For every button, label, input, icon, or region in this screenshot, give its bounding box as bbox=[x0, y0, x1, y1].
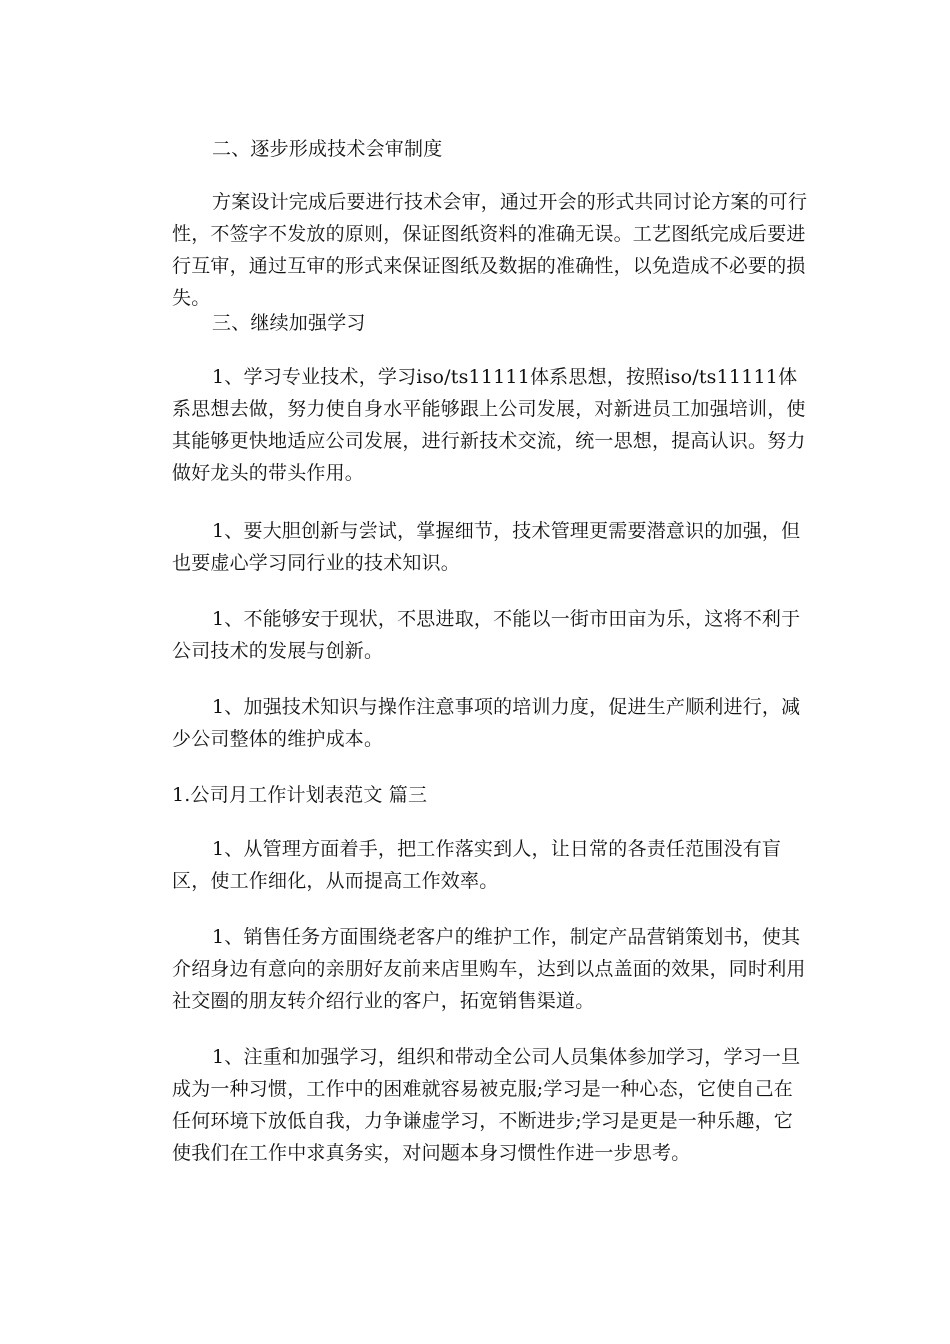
learning-item-1: 1、学习专业技术，学习iso/ts11111体系思想，按照iso/ts11111体系思想去做，努力使自身水平能够跟上公司发展，对新进员工加强培训，使其能够更快地适应公司发展，进行新技术交流，统一思想，提高认识。努力做好龙头的带头作用。 bbox=[172, 366, 806, 484]
plan-item-1: 1、从管理方面着手，把工作落实到人，让日常的各责任范围没有盲区，使工作细化，从而提高工作效率。 bbox=[172, 838, 782, 892]
section-three-heading: 三、继续加强学习 bbox=[212, 312, 366, 334]
learning-item-2: 1、要大胆创新与尝试，掌握细节，技术管理更需要潜意识的加强，但也要虚心学习同行业的技术知识。 bbox=[172, 520, 801, 574]
part-three-heading: 1.公司月工作计划表范文 篇三 bbox=[172, 784, 428, 806]
plan-item-3: 1、注重和加强学习，组织和带动全公司人员集体参加学习，学习一旦成为一种习惯，工作中的困难就容易被克服;学习是一种心态，它使自己在任何环境下放低自我，力争谦虚学习，不断进步;学习是更是一种乐趣，它使我们在工作中求真务实，对问题本身习惯性作进一步思考。 bbox=[172, 1046, 801, 1164]
plan-item-2: 1、销售任务方面围绕老客户的维护工作，制定产品营销策划书，使其介绍身边有意向的亲朋好友前来店里购车，达到以点盖面的效果，同时利用社交圈的朋友转介绍行业的客户，拓宽销售渠道。 bbox=[172, 926, 806, 1012]
section-two-paragraph: 方案设计完成后要进行技术会审，通过开会的形式共同讨论方案的可行性，不签字不发放的原则，保证图纸资料的准确无误。工艺图纸完成后要进行互审，通过互审的形式来保证图纸及数据的准确性，以免造成不必要的损失。 bbox=[172, 191, 808, 309]
learning-item-3: 1、不能够安于现状，不思进取，不能以一街市田亩为乐，这将不利于公司技术的发展与创新。 bbox=[172, 608, 801, 662]
section-two-heading: 二、逐步形成技术会审制度 bbox=[212, 138, 443, 160]
learning-item-4: 1、加强技术知识与操作注意事项的培训力度，促进生产顺利进行，减少公司整体的维护成本。 bbox=[172, 696, 801, 750]
